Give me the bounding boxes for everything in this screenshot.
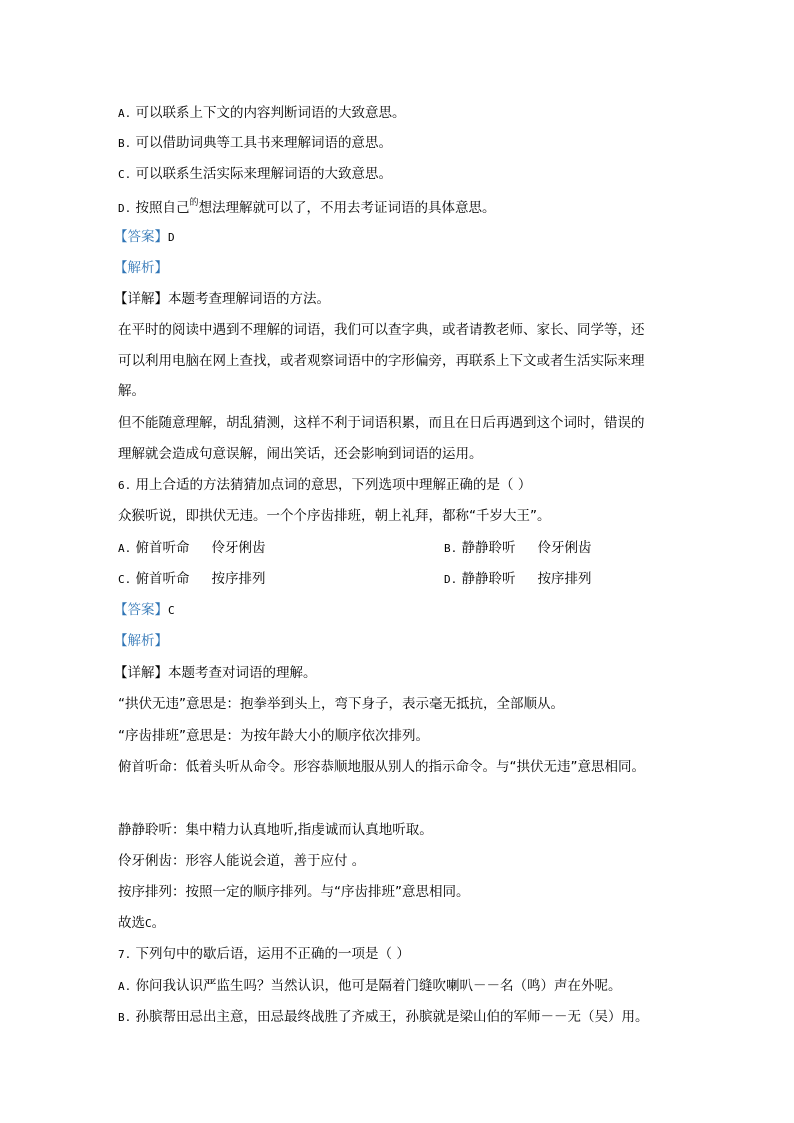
q6-detail-line: “序齿排班”意思是：为按年龄大小的顺序依次排列。: [118, 728, 429, 744]
q6-detail-line: 静静聆听：集中精力认真地听,指虔诚而认真地听取。: [118, 822, 433, 838]
q6-detail-line: “拱伏无违”意思是：抱拳举到头上，弯下身子，表示毫无抵抗，全部顺从。: [118, 696, 564, 712]
option-letter: B.: [118, 137, 132, 150]
option-text-pre: 按照自己: [135, 200, 190, 216]
detail-tag: 【详解】: [114, 665, 168, 681]
q5-option-c: [118, 165, 392, 184]
option-text: 可以联系生活实际来理解词语的大致意思。: [135, 166, 393, 182]
conclusion-period: 。: [151, 915, 166, 931]
q5-analysis: [114, 259, 168, 277]
option-letter: B.: [118, 1011, 132, 1024]
option-word-2: 伶牙俐齿: [537, 540, 592, 556]
option-word-1: 俯首听命: [135, 540, 190, 556]
question-number: 7.: [118, 948, 132, 961]
question-text: 下列句中的歇后语，运用不正确的一项是（ ）: [135, 946, 410, 962]
option-word-1: 静静聆听: [461, 540, 516, 556]
q6-detail-line: 按序排列：按照一定的顺序排列。与“序齿排班”意思相同。: [118, 884, 470, 900]
q7-option-a: [118, 977, 622, 996]
q6-answer: [114, 601, 175, 620]
option-word-2: 伶牙俐齿: [211, 540, 266, 556]
q6-conclusion: [118, 914, 165, 933]
q6-detail: [114, 664, 317, 682]
conclusion-value: C: [145, 917, 152, 930]
q7-stem: [118, 945, 410, 964]
q5-option-d: [118, 199, 496, 219]
q7-option-b: [118, 1008, 649, 1027]
option-letter: D.: [118, 202, 132, 215]
option-letter: C.: [118, 573, 132, 586]
q6-option-a: [118, 539, 266, 558]
q6-option-c: [118, 570, 266, 589]
q6-detail-line: 俯首听命：低着头听从命令。形容恭顺地服从别人的指示命令。与“拱伏无违”意思相同。: [118, 759, 645, 775]
q5-detail-line: 但不能随意理解，胡乱猜测，这样不利于词语积累，而且在日后再遇到这个词时，错误的: [118, 415, 645, 431]
option-text-sup: 的: [189, 198, 199, 208]
q5-detail: [114, 290, 330, 308]
question-text: 用上合适的方法猜猜加点词的意思，下列选项中理解正确的是（ ）: [135, 477, 532, 493]
option-letter: D.: [444, 573, 458, 586]
q5-detail-line: 解。: [118, 383, 145, 399]
detail-lead: 本题考查理解词语的方法。: [168, 291, 330, 307]
q5-detail-line: 在平时的阅读中遇到不理解的词语，我们可以查字典，或者请教老师、家长、同学等，还: [118, 322, 645, 338]
q6-analysis: [114, 632, 168, 650]
option-text-post: 想法理解就可以了，不用去考证词语的具体意思。: [198, 200, 496, 216]
option-word-1: 俯首听命: [135, 571, 190, 587]
answer-value: D: [168, 231, 175, 244]
q5-option-b: [118, 134, 392, 153]
q6-detail-line: 伶牙俐齿：形容人能说会道，善于应付 。: [118, 853, 366, 869]
analysis-tag: 【解析】: [114, 260, 168, 276]
option-text: 可以联系上下文的内容判断词语的大致意思。: [135, 105, 406, 121]
option-letter: B.: [444, 542, 458, 555]
q6-passage: 众猴听说，即拱伏无违。一个个序齿排班，朝上礼拜，都称“千岁大王”。: [118, 508, 551, 524]
conclusion-text: 故选: [118, 915, 145, 931]
answer-value: C: [168, 604, 175, 617]
option-word-2: 按序排列: [537, 571, 592, 587]
answer-tag: 【答案】: [114, 229, 168, 245]
option-word-2: 按序排列: [211, 571, 266, 587]
detail-lead: 本题考查对词语的理解。: [168, 665, 317, 681]
q5-option-a: [118, 104, 406, 123]
q6-option-d: [444, 570, 592, 589]
option-letter: A.: [118, 980, 132, 993]
answer-tag: 【答案】: [114, 602, 168, 618]
question-number: 6.: [118, 479, 132, 492]
q5-answer: [114, 228, 175, 247]
detail-tag: 【详解】: [114, 291, 168, 307]
option-letter: A.: [118, 107, 132, 120]
option-letter: A.: [118, 542, 132, 555]
q6-stem: [118, 476, 531, 495]
option-word-1: 静静聆听: [461, 571, 516, 587]
q5-detail-line: 可以利用电脑在网上查找，或者观察词语中的字形偏旁，再联系上下文或者生活实际来理: [118, 353, 645, 369]
option-text: 你问我认识严监生吗？当然认识，他可是隔着门缝吹喇叭－－名（鸣）声在外呢。: [135, 978, 622, 994]
option-letter: C.: [118, 168, 132, 181]
option-text: 孙膑帮田忌出主意，田忌最终战胜了齐威王，孙膑就是梁山伯的军师－－无（吴）用。: [135, 1009, 649, 1025]
q5-detail-line: 理解就会造成句意误解，闹出笑话，还会影响到词语的运用。: [118, 446, 483, 462]
q6-option-b: [444, 539, 592, 558]
analysis-tag: 【解析】: [114, 633, 168, 649]
option-text: 可以借助词典等工具书来理解词语的意思。: [135, 135, 393, 151]
